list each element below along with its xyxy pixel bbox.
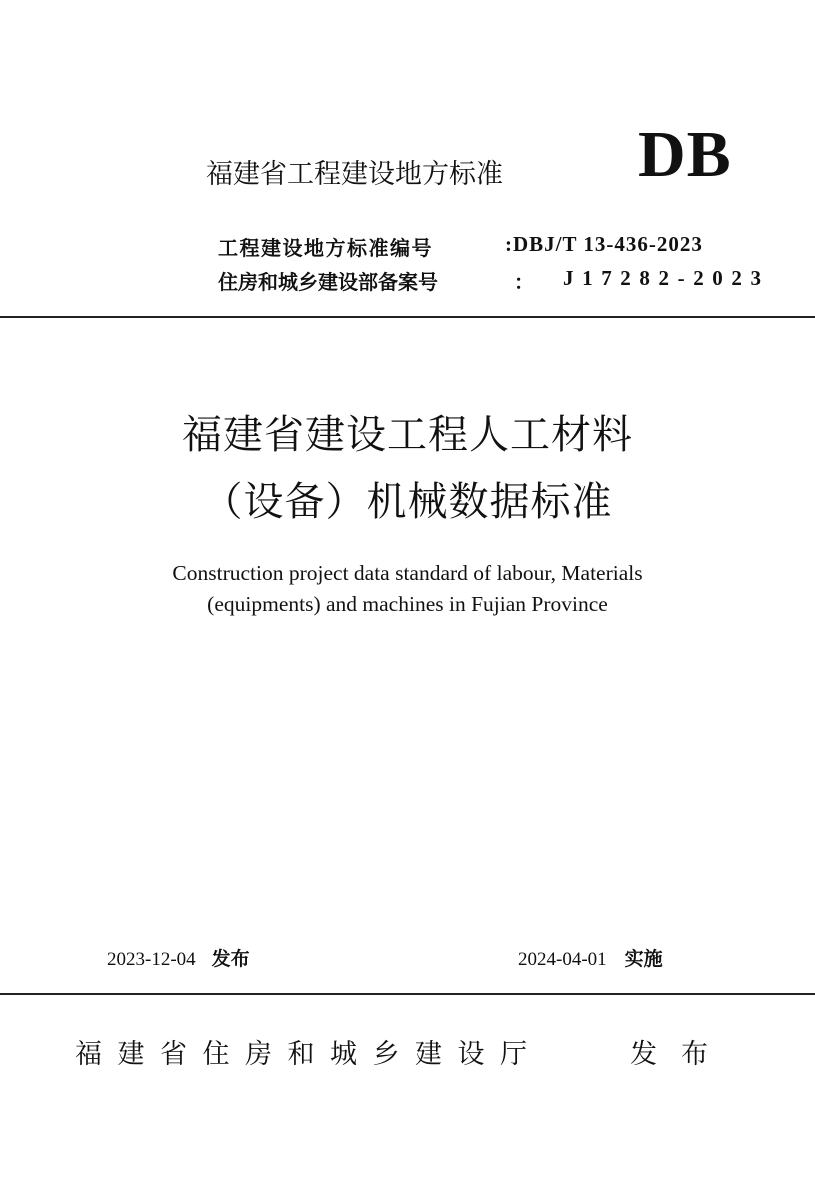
main-title-line-2: （设备）机械数据标准 (202, 479, 613, 525)
db-mark: DB (638, 118, 732, 191)
main-title-line-1: 福建省建设工程人工材料 (182, 412, 633, 458)
record-number-label: 住房和城乡建设部备案号 (218, 270, 438, 294)
english-title-line-1: Construction project data standard of labour, Materials (172, 561, 643, 585)
record-number-value: J17282-2023 (563, 266, 770, 290)
issuing-action: 发布 (630, 1039, 732, 1070)
standard-number-label: 工程建设地方标准编号 (218, 236, 433, 260)
effective-date-word: 实施 (624, 948, 663, 970)
standard-number-value: :DBJ/T 13-436-2023 (505, 232, 703, 256)
issue-date-block (107, 944, 250, 971)
category-title: 福建省工程建设地方标准 (206, 159, 503, 190)
standard-number-row (218, 232, 703, 261)
issue-date: 2023-12-04 (107, 949, 196, 970)
effective-date-block (518, 944, 663, 971)
record-number-row (218, 266, 770, 295)
record-number-colon: ： (514, 272, 534, 294)
effective-date: 2024-04-01 (518, 949, 607, 970)
top-divider (0, 316, 815, 318)
issuing-authority: 福建省住房和城乡建设厅 (75, 1039, 543, 1070)
english-title-line-2: (equipments) and machines in Fujian Province (207, 592, 608, 616)
issue-date-word: 发布 (211, 948, 250, 970)
bottom-divider (0, 993, 815, 995)
